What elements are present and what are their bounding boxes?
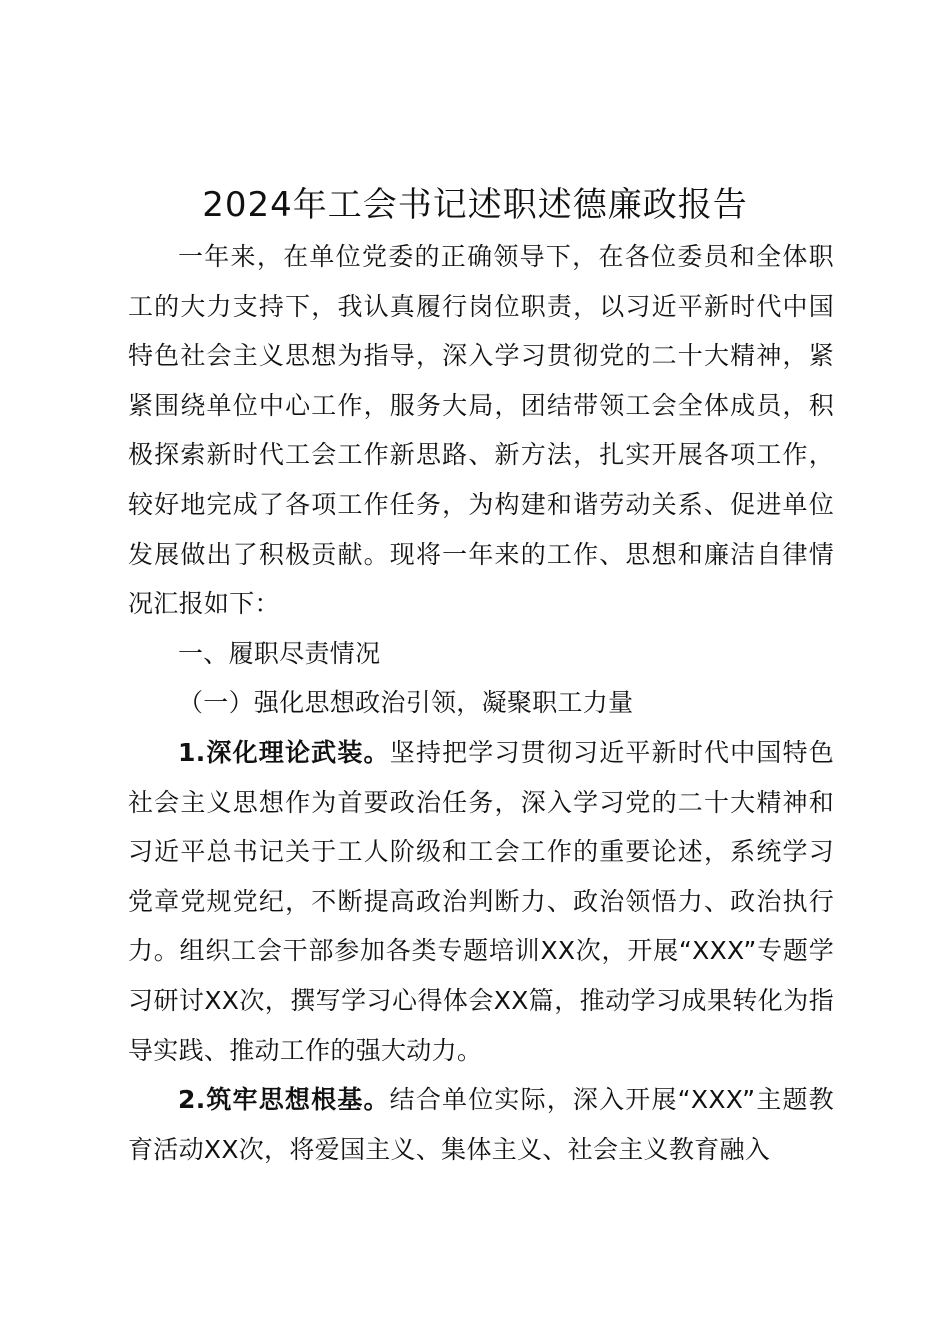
document-title: 2024年工会书记述职述德廉政报告 (202, 185, 748, 225)
document-body (128, 232, 834, 1174)
paragraph-item-1 (128, 728, 834, 1075)
subsection-heading-1-text: （一）强化思想政治引领，凝聚职工力量 (178, 688, 634, 718)
section-heading-1 (128, 629, 834, 679)
section-heading-1-text: 一、履职尽责情况 (178, 638, 381, 668)
subsection-heading-1 (128, 678, 834, 728)
paragraph-intro (128, 232, 834, 629)
paragraph-item-1-lead: 1.深化理论武装。 (178, 737, 390, 767)
paragraph-item-2-text: 结合单位实际，深入开展“XXX”主题教育活动XX次，将爱国主义、集体主义、社会主义教育融入 (128, 1085, 834, 1164)
paragraph-item-2-lead: 2.筑牢思想根基。 (178, 1085, 390, 1115)
paragraph-intro-text: 一年来，在单位党委的正确领导下，在各位委员和全体职工的大力支持下，我认真履行岗位职责，以习近平新时代中国特色社会主义思想为指导，深入学习贯彻党的二十大精神，紧紧围绕单位中心工作，服务大局，团结带领工会全体成员，积极探索新时代工会工作新思路、新方法，扎实开展各项工作，较好地完成了各项工作任务，为构建和谐劳动关系、促进单位发展做出了积极贡献。现将一年来的工作、思想和廉洁自律情况汇报如下： (128, 242, 834, 619)
paragraph-item-1-text: 坚持把学习贯彻习近平新时代中国特色社会主义思想作为首要政治任务，深入学习党的二十大精神和习近平总书记关于工人阶级和工会工作的重要论述，系统学习党章党规党纪，不断提高政治判断力、政治领悟力、政治执行力。组织工会干部参加各类专题培训XX次，开展“XXX”专题学习研讨XX次，撰写学习心得体会XX篇，推动学习成果转化为指导实践、推动工作的强大动力。 (128, 737, 835, 1065)
paragraph-item-2 (128, 1075, 834, 1174)
